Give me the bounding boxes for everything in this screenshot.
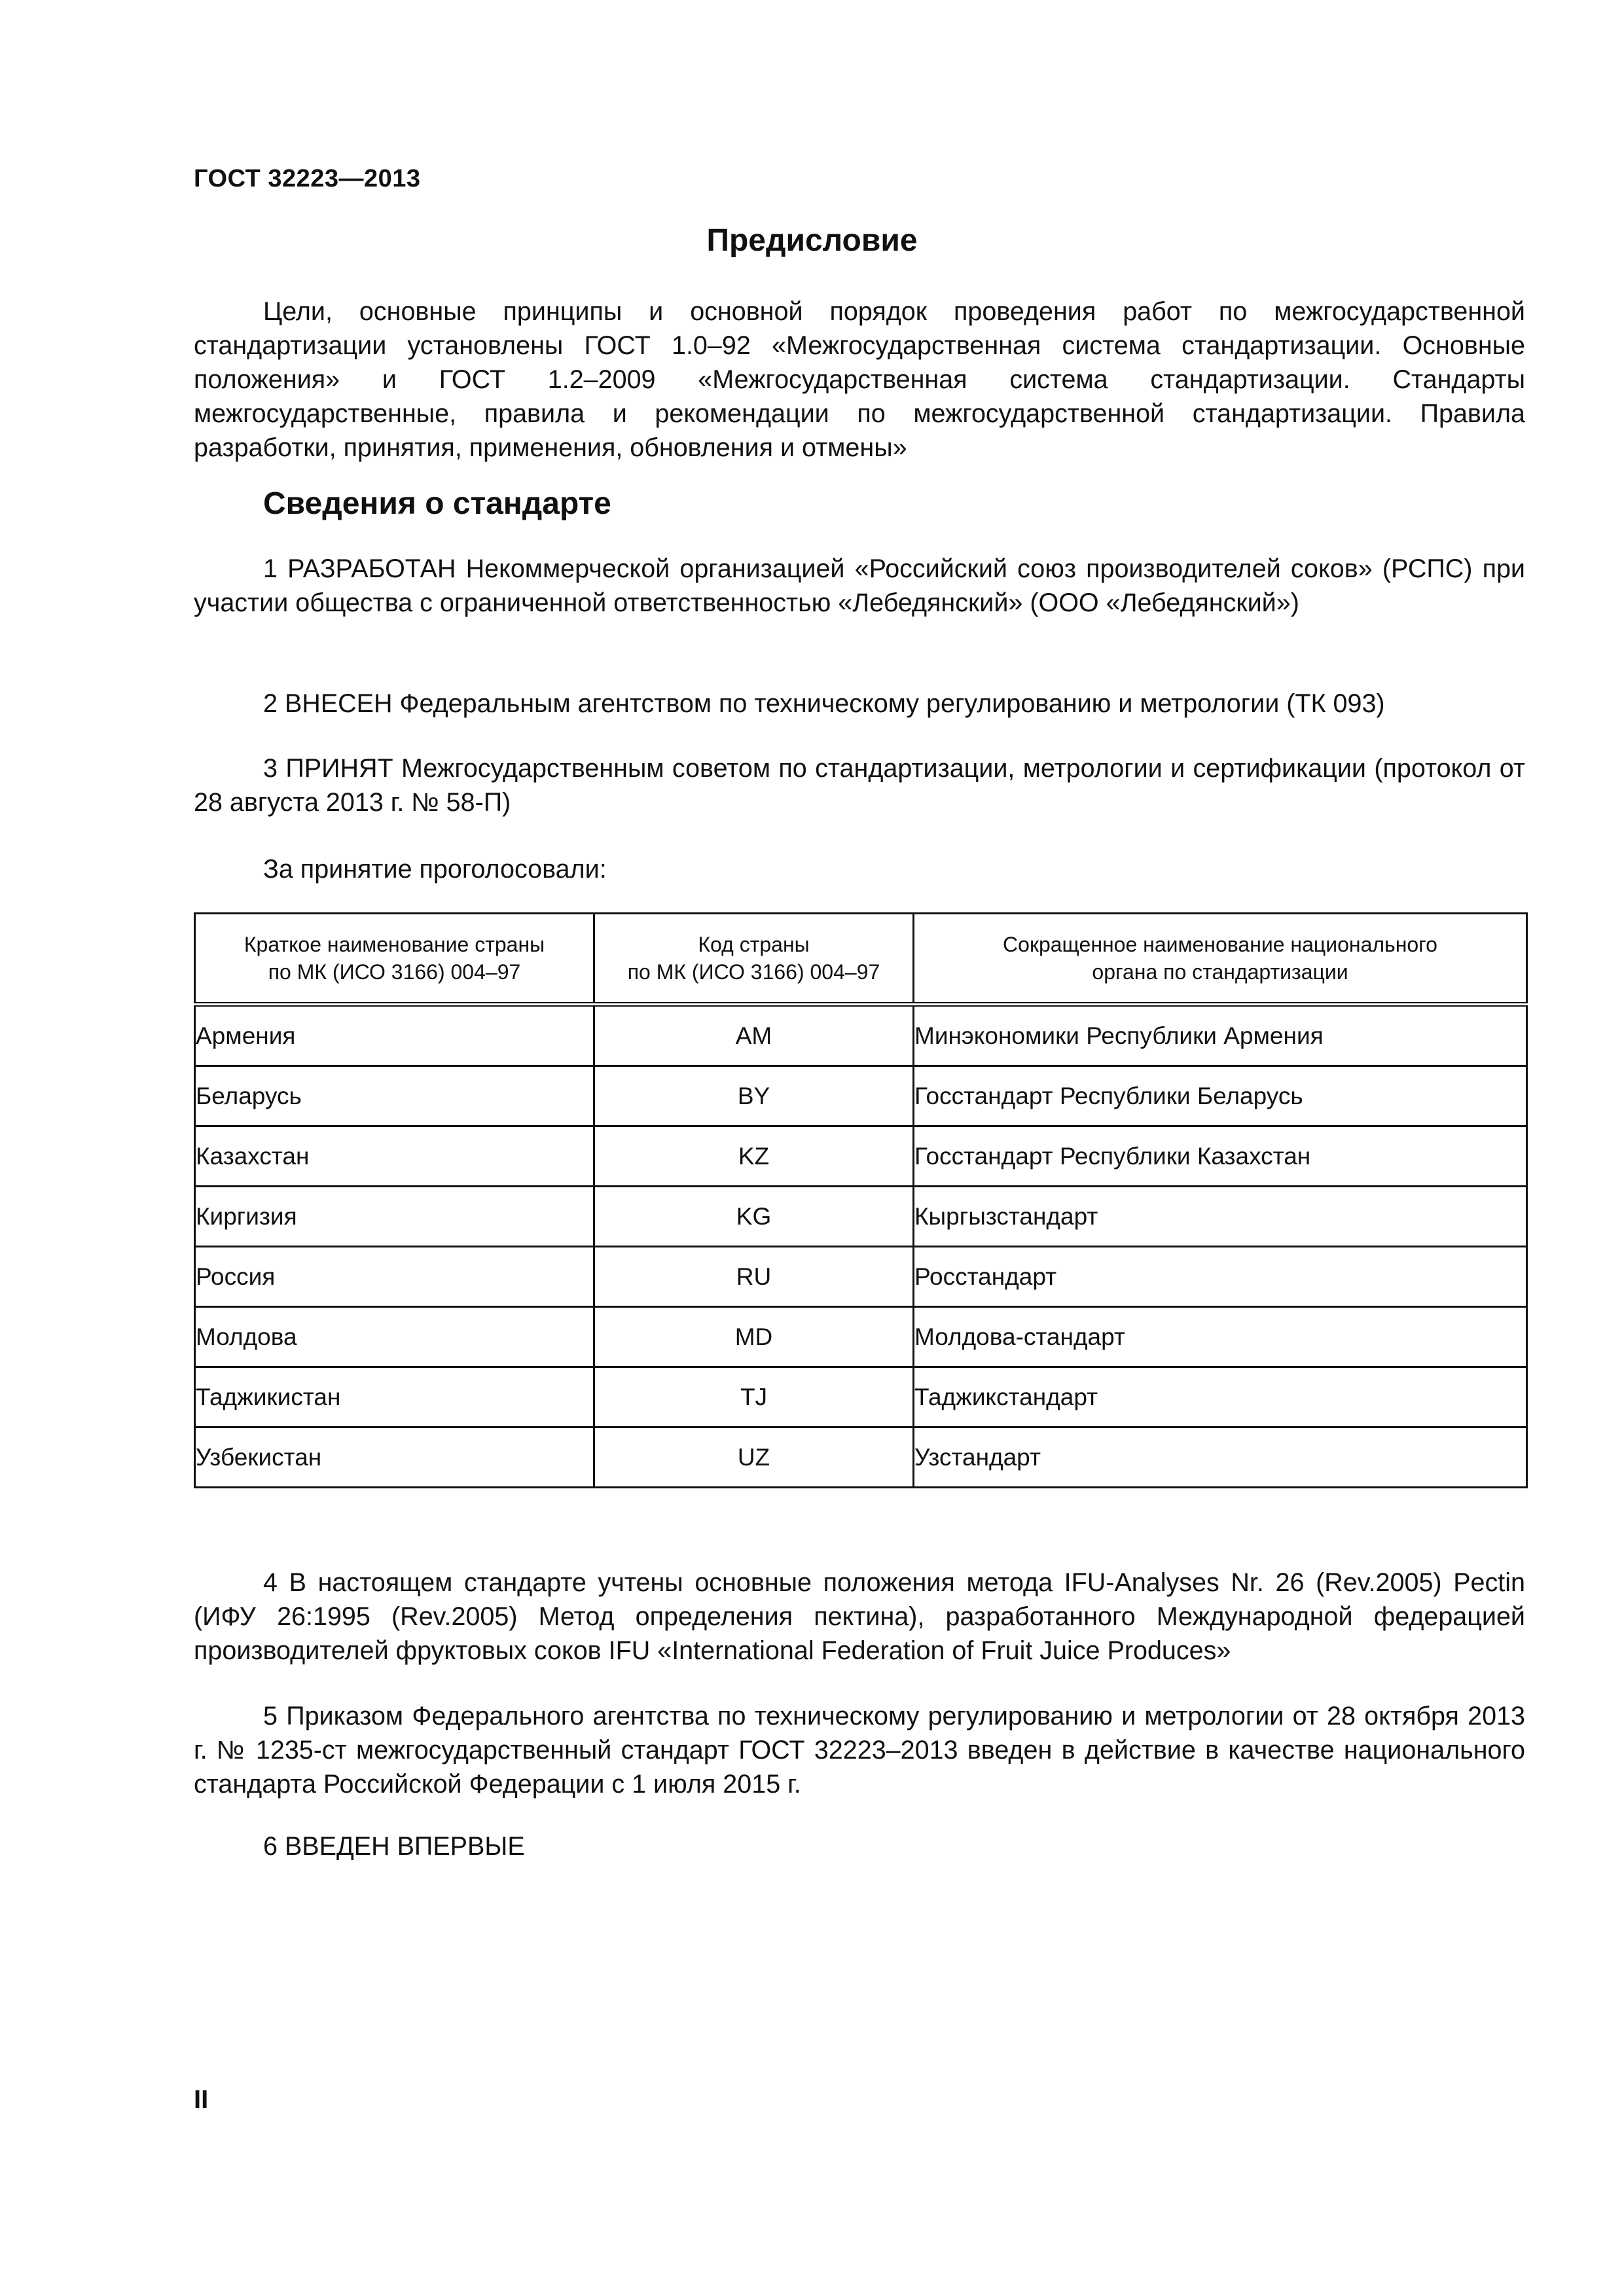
country-name: Молдова — [195, 1307, 594, 1367]
country-name: Таджикистан — [195, 1367, 594, 1427]
country-code: BY — [594, 1066, 914, 1126]
country-name: Россия — [195, 1247, 594, 1307]
page-title: Предисловие — [706, 223, 918, 258]
table-row — [195, 1005, 1527, 1066]
foreword-paragraph: Цели, основные принципы и основной порядок проведения работ по межгосударственной стандартизации установлены ГОСТ 1.0–92 «Межгосударственная система стандартизации. Основные положения» и ГОСТ 1.2–2009 «Межгосударственная система стандартизации. Стандарты межгосударственные, правила и рекомендации по межгосударственной стандартизации. Правила разработки, принятия, применения, обновления и отмены» — [194, 297, 1525, 462]
item-1-developed: 1 РАЗРАБОТАН Некоммерческой организацией «Российский союз производителей соков» (РСПС) при участии общества с ограниченной ответственностью «Лебедянский» (ООО «Лебедянский») — [194, 554, 1525, 617]
country-code: RU — [594, 1247, 914, 1307]
table-row — [195, 1066, 1527, 1126]
table-row — [195, 1427, 1527, 1488]
country-code: UZ — [594, 1427, 914, 1488]
section-title: Сведения о стандарте — [263, 486, 611, 521]
table-row — [195, 1367, 1527, 1427]
item-6-introduced: 6 ВВЕДЕН ВПЕРВЫЕ — [263, 1832, 525, 1861]
standards-body: Кыргызстандарт — [914, 1187, 1527, 1247]
standards-body: Росстандарт — [914, 1247, 1527, 1307]
standards-body: Таджикстандарт — [914, 1367, 1527, 1427]
table-header-row — [195, 914, 1527, 1005]
country-code: KG — [594, 1187, 914, 1247]
header-country-name: Краткое наименование страны по МК (ИСО 3166) 004–97 — [195, 914, 594, 1005]
header-country-code: Код страны по МК (ИСО 3166) 004–97 — [594, 914, 914, 1005]
country-code: KZ — [594, 1126, 914, 1187]
country-code: MD — [594, 1307, 914, 1367]
standards-body: Минэкономики Республики Армения — [914, 1005, 1527, 1066]
header-standards-body: Сокращенное наименование национального органа по стандартизации — [914, 914, 1527, 1005]
table-row — [195, 1247, 1527, 1307]
country-code: TJ — [594, 1367, 914, 1427]
document-code: ГОСТ 32223—2013 — [194, 165, 421, 192]
table-row — [195, 1187, 1527, 1247]
country-name: Узбекистан — [195, 1427, 594, 1488]
country-name: Казахстан — [195, 1126, 594, 1187]
standards-body: Госстандарт Республики Казахстан — [914, 1126, 1527, 1187]
standards-body: Молдова-стандарт — [914, 1307, 1527, 1367]
item-2-submitted: 2 ВНЕСЕН Федеральным агентством по техническому регулированию и метрологии (ТК 093) — [263, 689, 1385, 718]
country-code: AM — [594, 1005, 914, 1066]
item-4-based-on: 4 В настоящем стандарте учтены основные положения метода IFU-Analyses Nr. 26 (Rev.2005) Pectin (ИФУ 26:1995 (Rev.2005) Метод определения пектина), разработанного Международной федерацией производителей фруктовых соков IFU «International Federation of Fruit Juice Produces» — [194, 1568, 1525, 1665]
country-name: Армения — [195, 1005, 594, 1066]
voting-table — [194, 912, 1528, 1488]
country-name: Киргизия — [195, 1187, 594, 1247]
standards-body: Госстандарт Республики Беларусь — [914, 1066, 1527, 1126]
standards-body: Узстандарт — [914, 1427, 1527, 1488]
voted-label: За принятие проголосовали: — [263, 855, 607, 884]
page-number: II — [194, 2085, 209, 2114]
item-5-order: 5 Приказом Федерального агентства по техническому регулированию и метрологии от 28 октября 2013 г. № 1235-ст межгосударственный стандарт ГОСТ 32223–2013 введен в действие в качестве национального стандарта Российской Федерации с 1 июля 2015 г. — [194, 1702, 1525, 1799]
table-row — [195, 1126, 1527, 1187]
item-3-adopted: 3 ПРИНЯТ Межгосударственным советом по стандартизации, метрологии и сертификации (протокол от 28 августа 2013 г. № 58-П) — [194, 754, 1525, 817]
table-row — [195, 1307, 1527, 1367]
country-name: Беларусь — [195, 1066, 594, 1126]
